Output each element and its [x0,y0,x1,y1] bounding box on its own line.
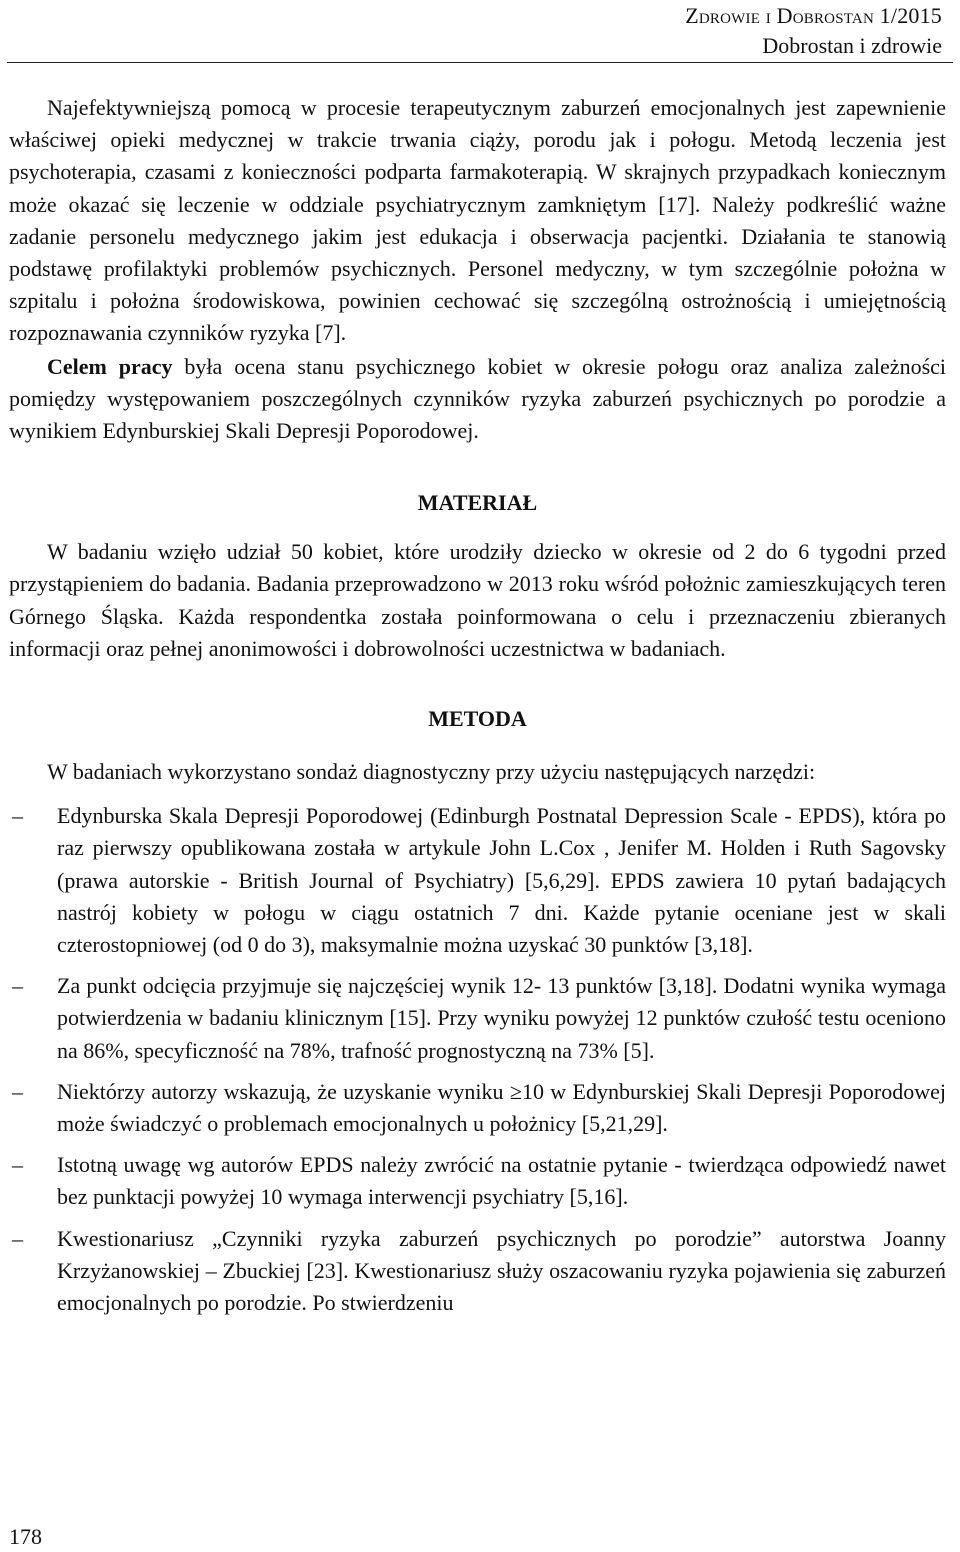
list-item: – Za punkt odcięcia przyjmuje się najczęściej wynik 12- 13 punktów [3,18]. Dodatni wynika wymaga potwierdzenia w badaniu klinicznym [15]. Przy wyniku powyżej 12 punktów czułość testu oceniono na 86%, specyficzność na 78%, trafność prognostyczną na 73% [5]. [9,970,946,1067]
dash-bullet: – [12,1152,23,1178]
list-item: – Istotną uwagę wg autorów EPDS należy zwrócić na ostatnie pytanie - twierdząca odpowiedź nawet bez punktacji powyżej 10 wymaga interwencji psychiatry [5,16]. [9,1149,946,1213]
running-header [685,0,942,60]
method-heading: METODA [428,706,527,732]
article-body [9,92,946,1319]
aim-paragraph [9,351,946,448]
dash-bullet: – [12,1225,23,1251]
intro-paragraph: Najefektywniejszą pomocą w procesie terapeutycznym zaburzeń emocjonalnych jest zapewnienie właściwej opieki medycznej w trakcie trwania ciąży, porodu jak i połogu. Metodą leczenia jest psychoterapia, czasami z konieczności podparta farmakoterapią. W skrajnych przypadkach koniecznym może okazać się leczenie w oddziale psychiatrycznym zamkniętym [17]. Należy podkreślić ważne zadanie personelu medycznego jakim jest edukacja i obserwacja pacjentki. Działania te stanowią podstawę profilaktyki problemów psychicznych. Personel medyczny, w tym szczególnie położna w szpitalu i położna środowiskowa, powinien cechować się szczególną ostrożnością i umiejętnością rozpoznawania czynników ryzyka [7]. [9,95,946,346]
page-number: 178 [9,1524,42,1549]
journal-title: Zdrowie i Dobrostan 1/2015 [685,3,942,28]
material-heading: MATERIAŁ [417,490,538,516]
aim-text: była ocena stanu psychicznego kobiet w okresie połogu oraz analiza zależności pomiędzy występowaniem poszczególnych czynników ryzyka zaburzeń psychicznych po porodzie a wynikiem Edynburskiej Skali Depresji Poporodowej. [9,353,947,444]
method-intro: W badaniach wykorzystano sondaż diagnostyczny przy użyciu następujących narzędzi: [47,759,816,785]
dash-bullet: – [12,973,23,999]
material-paragraph: W badaniu wzięło udział 50 kobiet, które urodziły dziecko w okresie od 2 do 6 tygodni przed przystąpieniem do badania. Badania przeprowadzono w 2013 roku wśród położnic zamieszkujących teren Górnego Śląska. Każda respondentka została poinformowana o celu i przeznaczeniu zbieranych informacji oraz pełnej anonimowości i dobrowolności uczestnictwa w badaniach. [9,539,946,661]
dash-bullet: – [12,803,23,829]
list-item: – Niektórzy autorzy wskazują, że uzyskanie wyniku ≥10 w Edynburskiej Skali Depresji Poporodowej może świadczyć o problemach emocjonalnych u położnicy [5,21,29]. [9,1076,946,1140]
header-rule [7,62,953,63]
section-name: Dobrostan i zdrowie [762,33,942,58]
list-item: – Edynburska Skala Depresji Poporodowej (Edinburgh Postnatal Depression Scale - EPDS), która po raz pierwszy opublikowana została w artykule John L.Cox , Jenifer M. Holden i Ruth Sagovsky (prawa autorskie - British Journal of Psychiatry) [5,6,29]. EPDS zawiera 10 pytań badających nastrój kobiety w połogu w ciągu ostatnich 7 dni. Każde pytanie oceniane jest w skali czterostopniowej (od 0 do 3), maksymalnie można uzyskać 30 punktów [3,18]. [9,800,946,961]
dash-bullet: – [12,1078,23,1104]
list-item: – Kwestionariusz „Czynniki ryzyka zaburzeń psychicznych po porodzie” autorstwa Joanny Krzyżanowskiej – Zbuckiej [23]. Kwestionariusz służy oszacowaniu ryzyka pojawienia się zaburzeń emocjonalnych po porodzie. Po stwierdzeniu [9,1223,946,1320]
aim-label: Celem pracy [47,353,173,379]
tools-list [9,800,946,1319]
